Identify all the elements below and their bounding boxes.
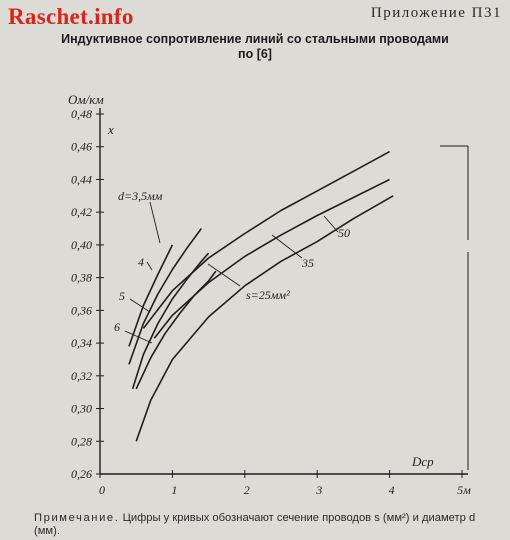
y-tick-label: 0,48 [71,107,92,121]
x-tick-label: 2 [243,483,250,497]
curve-label: 6 [114,320,120,334]
watermark-logo: Raschet.info [8,4,134,29]
y-tick-label: 0,26 [71,467,92,481]
section-curve [136,196,393,441]
y-tick-label: 0,38 [71,270,92,285]
y-tick-label: 0,30 [71,401,92,416]
x-tick-label: 4 [388,483,395,497]
y-axis-label: x [108,122,114,137]
curve-label: 4 [138,255,144,269]
y-tick-label: 0,42 [71,205,92,220]
diameter-curve [136,271,216,389]
curve-label: d=3,5мм [118,189,163,203]
appendix-label: Приложение П31 [370,5,502,21]
y-tick-label: 0,32 [71,368,92,383]
diameter-curve [129,229,201,365]
x-tick-label: 1 [171,483,178,497]
section-curve [154,180,389,339]
y-tick-label: 0,28 [71,434,92,449]
leader-line [272,235,302,258]
leader-line [130,299,150,312]
footnote-head: Примечание. [34,512,120,524]
y-tick-label: 0,44 [71,172,92,187]
y-tick-label: 0,36 [71,303,92,318]
chart-title: Индуктивное сопротивление линий со стальными проводами [61,32,449,46]
y-tick-label: 0,40 [71,237,92,252]
curve-label: 50 [338,226,350,240]
leader-line [324,216,338,232]
chart-title-reference: по [6] [238,47,272,61]
x-tick-label: 5м [457,483,471,497]
y-tick-label: 0,46 [71,139,92,154]
curve-label: 5 [119,289,125,303]
curve-label: s=25мм² [246,288,290,302]
x-tick-label: 0 [99,483,105,497]
footnote-text: Цифры у кривых обозначают сечение проводов s (мм²) и диаметр d (мм). [34,512,476,537]
y-unit-label: Ом/км [68,92,104,107]
footnote [34,512,504,538]
curve-label: 35 [302,256,314,270]
x-axis-label: Dср [412,454,434,469]
leader-line [125,331,152,343]
leader-line [147,262,152,270]
y-tick-label: 0,34 [71,336,92,351]
x-tick-label: 3 [316,483,323,497]
leader-line [150,202,160,243]
